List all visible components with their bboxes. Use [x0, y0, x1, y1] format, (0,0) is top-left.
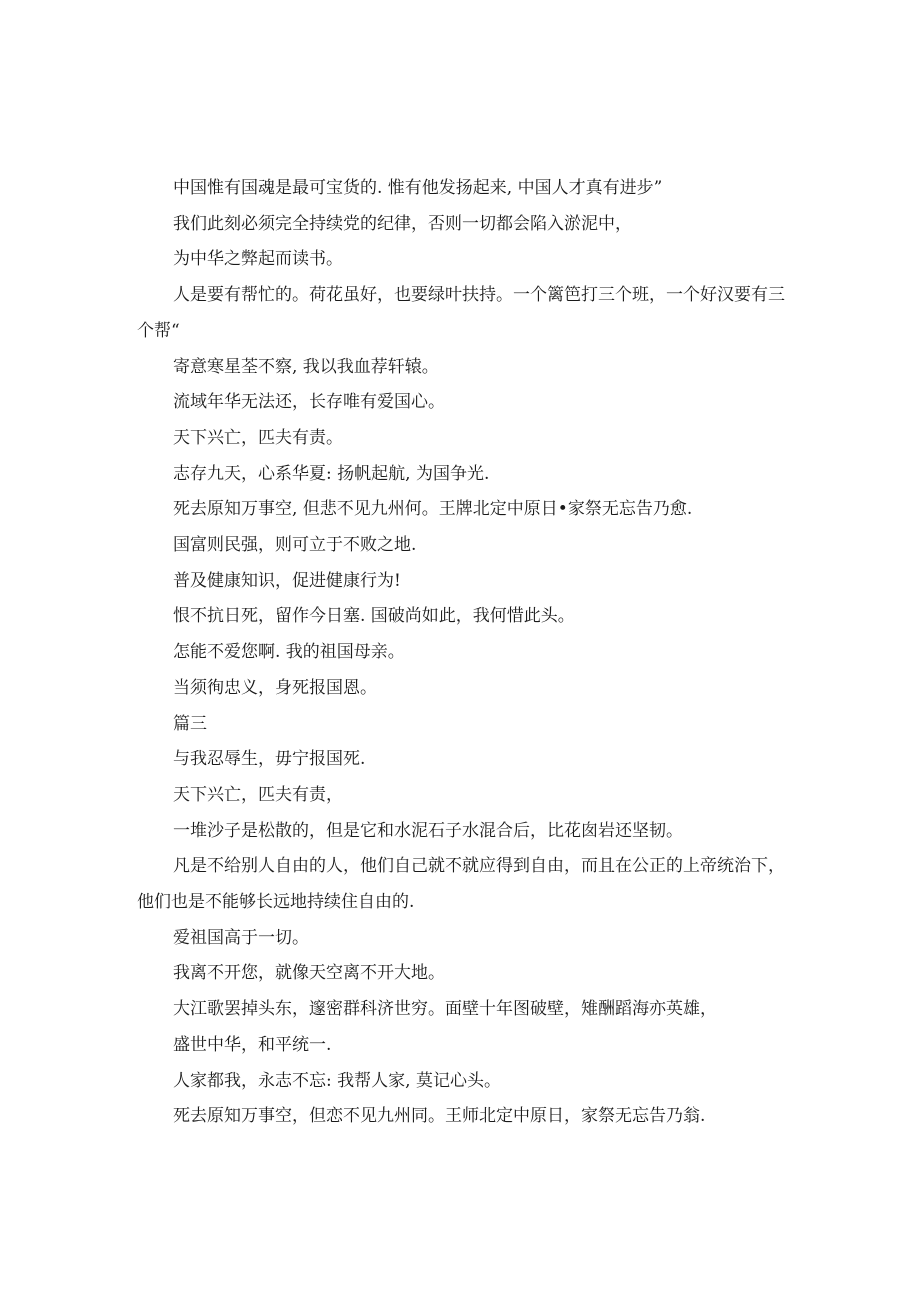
paragraph-13: 怎能不爱您啊. 我的祖国母亲。 [173, 642, 405, 663]
paragraph-14: 当须徇忠义，身死报国恩。 [173, 677, 377, 698]
paragraph-20: 爱祖国高于一切。 [173, 927, 309, 948]
paragraph-9: 死去原知万事空, 但悲不见九州何。王牌北定中原日•家祭无忘告乃愈. [173, 499, 693, 520]
paragraph-3: 为中华之弊起而读书。 [173, 249, 343, 270]
paragraph-22: 大江歌罢掉头东，邃密群科济世穷。面壁十年图破壁，雉酬蹈海亦英雄， [173, 999, 717, 1020]
paragraph-5: 寄意寒星荃不察, 我以我血荐轩辕。 [173, 356, 439, 377]
section-heading: 篇三 [173, 713, 207, 734]
paragraph-12: 恨不抗日死，留作今日塞. 国破尚如此，我何惜此头。 [173, 606, 575, 627]
paragraph-18: 一堆沙子是松散的，但是它和水泥石子水混合后，比花囱岩还坚韧。 [173, 820, 683, 841]
paragraph-21: 我离不开您，就像天空离不开大地。 [173, 963, 445, 984]
paragraph-4: 人是要有帮忙的。荷花虽好，也要绿叶扶持。一个篱笆打三个班，一个好汉要有三个帮“ [137, 285, 785, 341]
paragraph-25: 死去原知万事空，但恋不见九州同。王师北定中原日，家祭无忘告乃翁. [173, 1106, 706, 1127]
paragraph-11: 普及健康知识，促进健康行为! [173, 570, 401, 591]
paragraph-8: 志存九天，心系华夏: 扬帆起航, 为国争光. [173, 463, 490, 484]
paragraph-19: 凡是不给别人自由的人，他们自己就不就应得到自由，而且在公正的上帝统治下，他们也是不能够长远地持续住自由的. [137, 856, 785, 913]
paragraph-1: 中国惟有国魂是最可宝货的. 惟有他发扬起来, 中国人才真有进步” [173, 178, 663, 198]
paragraph-23: 盛世中华，和平统一. [173, 1034, 332, 1055]
document-body [137, 171, 793, 1135]
paragraph-6: 流域年华无法还，长存唯有爱国心。 [173, 392, 445, 413]
paragraph-7: 天下兴亡，匹夫有责。 [173, 427, 343, 448]
paragraph-2: 我们此刻必须完全持续党的纪律，否则一切都会陷入淤泥中， [173, 213, 632, 234]
paragraph-16: 与我忍辱生，毋宁报国死. [173, 749, 366, 770]
paragraph-24: 人家都我，永志不忘: 我帮人家, 莫记心头。 [173, 1070, 501, 1091]
paragraph-10: 国富则民强，则可立于不败之地. [173, 535, 417, 556]
paragraph-17: 天下兴亡，匹夫有责， [173, 784, 343, 805]
